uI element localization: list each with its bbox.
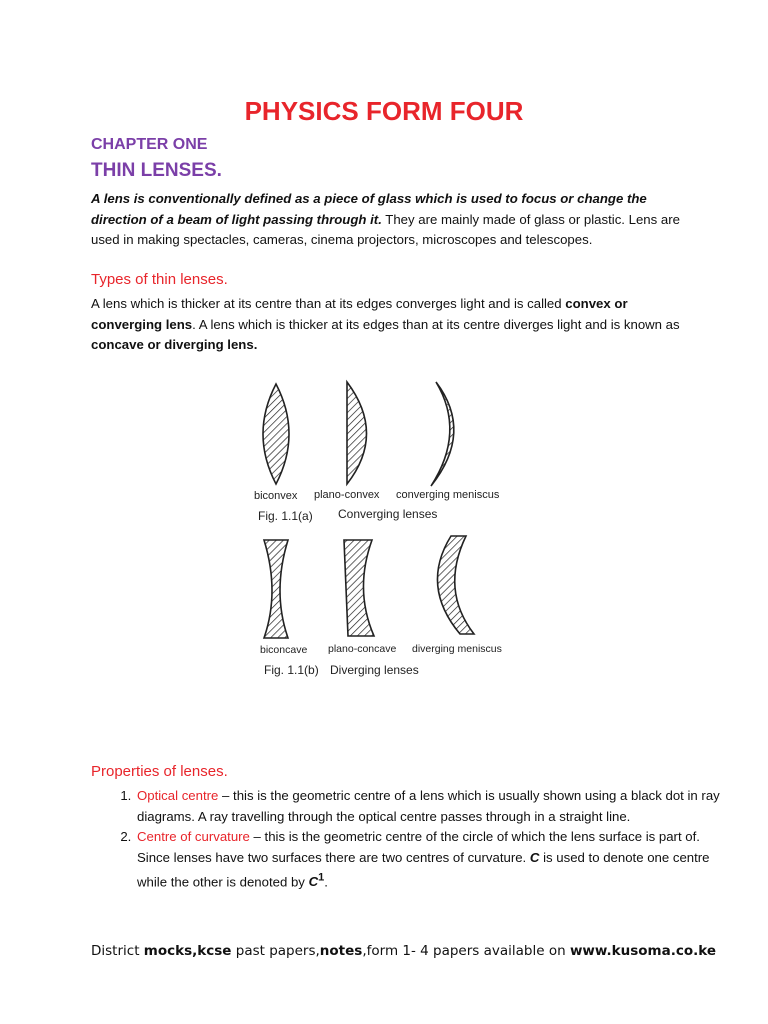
curvature-end: .: [324, 874, 328, 890]
intro-rest: They are mainly made of glass or plastic. Lens are used in making spectacles, cameras, cinema projectors, microscopes and telescopes.: [91, 211, 680, 247]
types-heading: Types of thin lenses.: [91, 271, 228, 288]
types-text-1: A lens which is thicker at its centre than at its edges converges light and is called: [91, 296, 566, 311]
biconvex-lens: [263, 384, 289, 484]
plano-concave-lens: [344, 540, 374, 636]
caption-converging: Converging lenses: [338, 507, 438, 521]
optical-centre-text: – this is the geometric centre of a lens which is usually shown using a black dot in ray diagrams. A ray travelling through the optical centre passes through in a straight line.: [137, 788, 720, 824]
footer-text-a: District: [91, 943, 144, 959]
lens-figure: [246, 372, 536, 690]
converging-meniscus-lens: [431, 382, 454, 486]
types-text-2: . A lens which is thicker at its edges than at its centre diverges light and is known as: [192, 316, 680, 332]
term-centre-of-curvature: Centre of curvature: [137, 829, 250, 844]
plano-convex-lens: [347, 382, 367, 484]
label-plano-convex: plano-convex: [314, 489, 380, 501]
convex-term: convex or converging lens: [91, 296, 628, 332]
intro-paragraph: [91, 189, 691, 251]
label-biconvex: biconvex: [254, 490, 298, 502]
properties-list: [91, 786, 735, 893]
concave-term: concave or diverging lens.: [91, 337, 258, 352]
label-converging-meniscus: converging meniscus: [396, 489, 500, 501]
caption-fig-a: Fig. 1.1(a): [258, 509, 313, 523]
footer-mocks: mocks,kcse: [143, 943, 232, 959]
chapter-label: CHAPTER ONE: [91, 136, 208, 153]
footer-text-c: past papers,: [231, 943, 320, 959]
lens-definition: A lens is conventionally defined as a piece of glass which is used to focus or change the direction of a beam of light passing through it.: [91, 191, 647, 227]
label-biconcave: biconcave: [260, 644, 308, 656]
footer-text-d: ,form 1- 4 papers available on: [362, 943, 570, 959]
list-item: [135, 827, 735, 893]
symbol-c1-sup: 1: [318, 872, 325, 884]
label-plano-concave: plano-concave: [328, 643, 397, 655]
label-diverging-meniscus: diverging meniscus: [412, 643, 502, 655]
caption-fig-b: Fig. 1.1(b): [264, 663, 319, 677]
properties-heading: Properties of lenses.: [91, 763, 228, 780]
page-title: PHYSICS FORM FOUR: [244, 96, 524, 126]
symbol-c1: C: [308, 874, 319, 890]
curvature-text-a: – this is the geometric centre of the circle of which the lens surface is part of. Since lenses have two surfaces there are two centres of curvature.: [137, 829, 700, 865]
list-item: [135, 786, 735, 827]
biconcave-lens: [264, 540, 288, 638]
types-paragraph: [91, 294, 691, 356]
footer-notes: notes: [319, 943, 363, 959]
caption-diverging: Diverging lenses: [330, 663, 419, 677]
curvature-text-b: is used to denote one centre while the other is denoted by: [137, 849, 710, 890]
diverging-meniscus-lens: [437, 536, 474, 634]
term-optical-centre: Optical centre: [137, 788, 219, 803]
chapter-heading: THIN LENSES.: [91, 160, 222, 181]
footer-website-link[interactable]: www.kusoma.co.ke: [569, 943, 717, 959]
page-footer: [91, 943, 716, 959]
symbol-c: C: [529, 849, 540, 865]
